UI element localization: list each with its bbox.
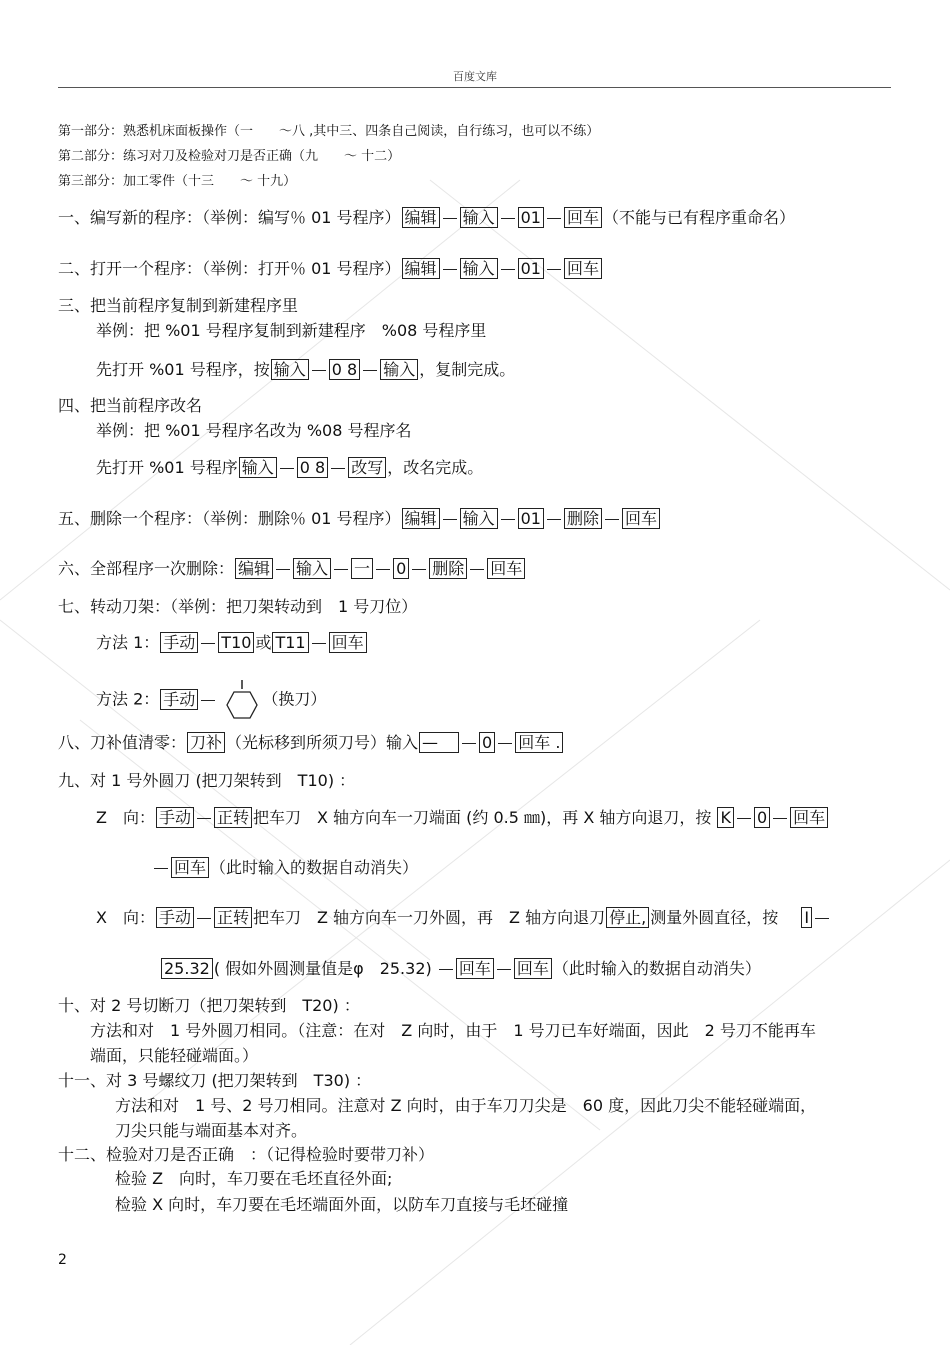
section-12-title: 十二、检验对刀是否正确 ：（记得检验时要带刀补） [58, 1145, 435, 1164]
key-delete: 删除 [429, 558, 467, 579]
key-tool-offset: 刀补 [187, 732, 225, 753]
key-enter: 回车 [564, 207, 602, 228]
key-input: 输入 [380, 359, 418, 380]
key-0: 0 [479, 732, 495, 753]
section-9-x: X 向： 手动 正转 把车刀 Z 轴方向车一刀外圆，再 Z 轴方向退刀 停止, 测量外圆直径，按 I [96, 905, 831, 928]
key-stop: 停止, [606, 907, 649, 928]
part-2: 第二部分：练习对刀及检验对刀是否正确（九 ～ 十二） [58, 149, 401, 164]
section-6: 六、全部程序一次删除： 编辑 输入 一 0 删除 回车 [58, 556, 526, 579]
section-3-title: 三、把当前程序复制到新建程序里 [58, 296, 299, 315]
key-enter: 回车 [171, 857, 209, 878]
section-3-example: 举例：把 %01 号程序复制到新建程序 %08 号程序里 [96, 321, 487, 340]
section-11-line-2: 刀尖只能与端面基本对齐。 [115, 1121, 308, 1140]
key-forward: 正转 [214, 807, 252, 828]
key-t11: T11 [272, 632, 308, 653]
key-manual: 手动 [156, 907, 194, 928]
section-8: 八、刀补值清零： 刀补 （光标移到所须刀号）输入 — 0 回车 . [58, 730, 564, 753]
tool-change-hexagon-icon [224, 680, 260, 720]
section-9-x-cont: 25.32 ( 假如外圆测量值是φ 25.32) 回车 回车 （此时输入的数据自动消失） [160, 956, 761, 979]
key-manual: 手动 [160, 689, 198, 710]
section-12-line-2: 检验 X 向时，车刀要在毛坯端面外面，以防车刀直接与毛坯碰撞 [115, 1195, 569, 1214]
key-enter: 回车 . [515, 732, 563, 753]
key-enter: 回车 [514, 958, 552, 979]
header-rule [58, 87, 891, 88]
key-0: 0 [754, 807, 770, 828]
key-0: 0 [393, 558, 409, 579]
key-edit: 编辑 [402, 258, 440, 279]
value-25-32: 25.32 [161, 958, 213, 979]
section-4-title: 四、把当前程序改名 [58, 396, 203, 415]
key-enter: 回车 [456, 958, 494, 979]
key-edit: 编辑 [402, 207, 440, 228]
section-7-title: 七、转动刀架：（举例：把刀架转动到 1 号刀位） [58, 597, 418, 616]
key-edit: 编辑 [235, 558, 273, 579]
key-minus: 一 [351, 558, 373, 579]
key-enter: 回车 [564, 258, 602, 279]
key-manual: 手动 [160, 632, 198, 653]
key-i: I [801, 907, 812, 928]
key-input: 输入 [293, 558, 331, 579]
section-4-steps: 先打开 %01 号程序 输入 0 8 改写 ，改名完成。 [96, 458, 484, 477]
key-01: 01 [518, 508, 544, 529]
key-enter: 回车 [329, 632, 367, 653]
section-10-line-1: 方法和对 1 号外圆刀相同。（注意：在对 Z 向时，由于 1 号刀已车好端面，因此 2 号刀不能再车 [90, 1021, 816, 1040]
key-k: K [717, 807, 734, 828]
key-enter: 回车 [622, 508, 660, 529]
key-forward: 正转 [214, 907, 252, 928]
key-input: 输入 [271, 359, 309, 380]
page-number: 2 [58, 1252, 67, 1268]
section-9-z: Z 向： 手动 正转 把车刀 X 轴方向车一刀端面 (约 0.5 ㎜)，再 X 轴方向退刀，按 K 0 回车 [96, 805, 829, 828]
key-enter: 回车 [487, 558, 525, 579]
section-3-steps: 先打开 %01 号程序，按 输入 0 8 输入 ，复制完成。 [96, 360, 516, 379]
key-edit: 编辑 [402, 508, 440, 529]
key-08: 0 8 [297, 457, 328, 478]
key-enter: 回车 [790, 807, 828, 828]
section-11-title: 十一、对 3 号螺纹刀 (把刀架转到 T30) ： [58, 1071, 372, 1090]
section-10-line-2: 端面，只能轻碰端面。） [90, 1046, 259, 1065]
section-12-line-1: 检验 Z 向时，车刀要在毛坯直径外面; [115, 1169, 393, 1188]
section-10-title: 十、对 2 号切断刀（把刀架转到 T20) ： [58, 996, 360, 1015]
section-9-title: 九、对 1 号外圆刀 (把刀架转到 T10) ： [58, 771, 356, 790]
key-t10: T10 [218, 632, 254, 653]
page-header: 百度文库 [453, 70, 497, 83]
section-1: 一、编写新的程序：（举例：编写％ 01 号程序） 编辑 输入 01 回车 （不能与已有程序重命名） [58, 208, 795, 227]
key-08: 0 8 [329, 359, 360, 380]
section-7-method-2: 方法 2： 手动 （换刀） [96, 680, 326, 720]
key-delete: 删除 [564, 508, 602, 529]
key-manual: 手动 [156, 807, 194, 828]
section-9-z-cont: 回车 （此时输入的数据自动消失） [152, 855, 418, 878]
part-1: 第一部分：熟悉机床面板操作（一 ～八 ,其中三、四条自己阅读，自行练习，也可以不练） [58, 124, 600, 139]
key-input: 输入 [460, 508, 498, 529]
section-4-example: 举例：把 %01 号程序名改为 %08 号程序名 [96, 421, 412, 440]
key-01: 01 [518, 258, 544, 279]
key-input: 输入 [460, 258, 498, 279]
key-01: 01 [518, 207, 544, 228]
key-rewrite: 改写 [348, 457, 386, 478]
section-7-method-1: 方法 1： 手动 T10 或 T11 回车 [96, 630, 368, 653]
key-input: 输入 [460, 207, 498, 228]
section-5: 五、删除一个程序：（举例：删除％ 01 号程序） 编辑 输入 01 删除 回车 [58, 506, 661, 529]
key-minus: — [419, 732, 459, 753]
section-11-line-1: 方法和对 1 号、2 号刀相同。注意对 Z 向时，由于车刀刀尖是 60 度，因此刀尖不能轻碰端面， [115, 1096, 817, 1115]
part-3: 第三部分：加工零件（十三 ～ 十九） [58, 174, 297, 189]
key-input: 输入 [239, 457, 277, 478]
section-2: 二、打开一个程序：（举例：打开％ 01 号程序） 编辑 输入 01 回车 [58, 256, 603, 279]
